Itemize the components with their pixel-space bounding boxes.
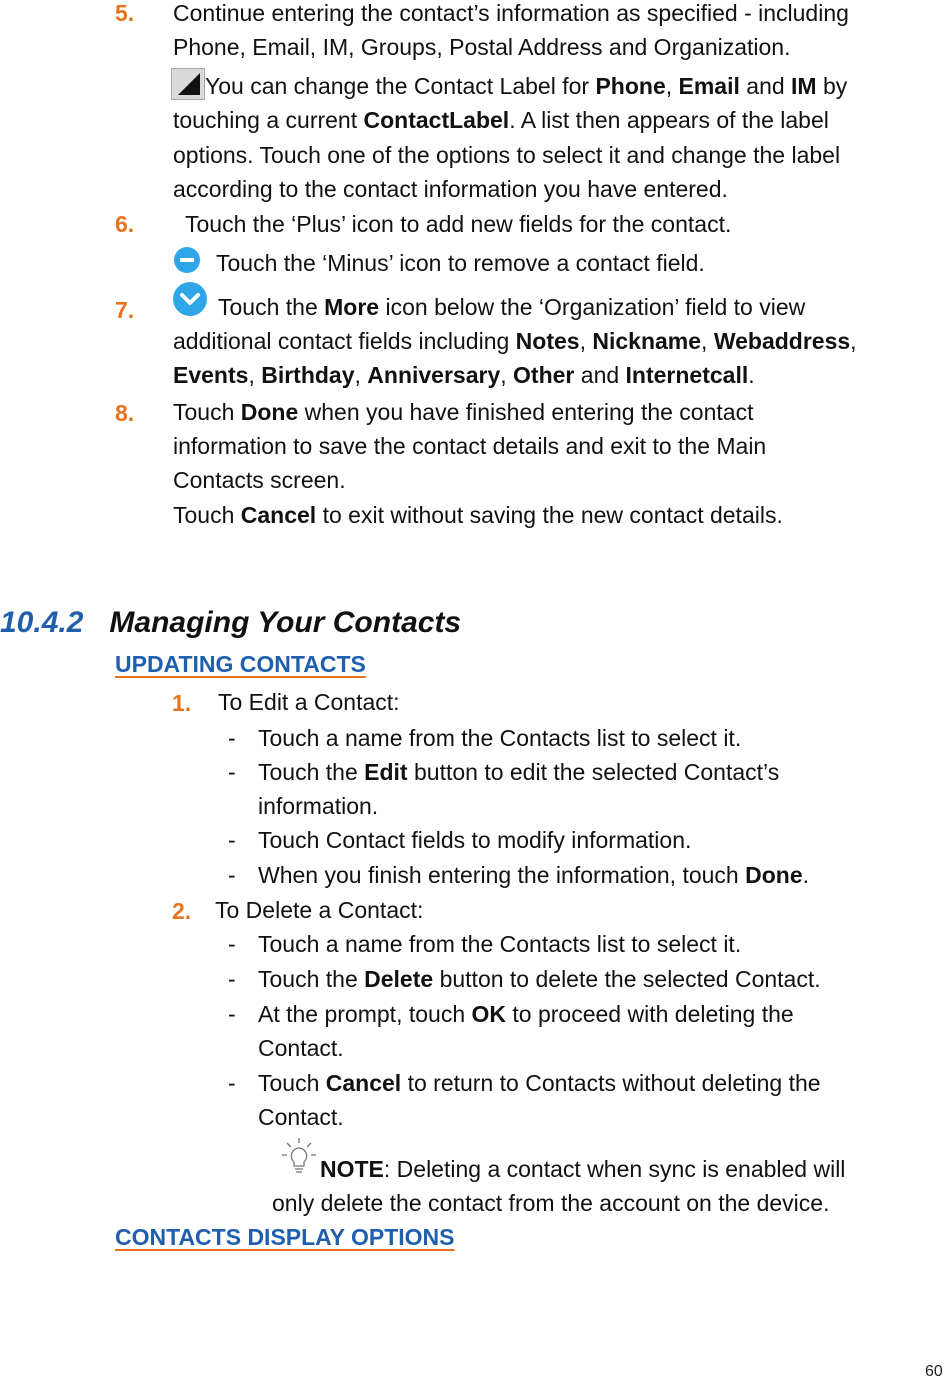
bullet-text: Touch a name from the Contacts list to select it. [258,725,742,751]
dash: - [228,1070,236,1096]
step-text: Touch Cancel to exit without saving the new contact details. [173,502,783,528]
step-text: Continue entering the contact’s information as specified - including [173,0,849,26]
section-heading [0,606,461,640]
dash: - [228,725,236,751]
step-text: Touch Done when you have finished entering the contact [173,399,754,425]
bullet-text: Touch Contact fields to modify information. [258,827,692,853]
note-text: according to the contact information you have entered. [173,176,728,202]
minus-text: Touch the ‘Minus’ icon to remove a contact field. [216,250,705,276]
step-text: additional contact fields including Notes, Nickname, Webaddress, [173,328,857,354]
section-number: 10.4.2 [0,606,84,639]
step-text: Phone, Email, IM, Groups, Postal Address and Organization. [173,34,791,60]
step-text: Events, Birthday, Anniversary, Other and Internetcall. [173,362,755,388]
step-number: 7. [115,297,135,323]
bullet-text: Touch the Edit button to edit the selected Contact’s [258,759,780,785]
bullet-text: Touch a name from the Contacts list to select it. [258,931,742,957]
dash: - [228,862,236,888]
step-label: To Edit a Contact: [218,689,400,715]
bullet-text: When you finish entering the information, touch Done. [258,862,810,888]
step-number: 1. [172,690,192,716]
page-number: 60 [925,1363,943,1380]
step-number: 6. [115,211,135,237]
bullet-text: Touch the Delete button to delete the selected Contact. [258,966,821,992]
label-note: You can change the Contact Label for Phone, Email and IM by [171,68,847,103]
bullet-text: Contact. [258,1035,344,1061]
step-number: 8. [115,400,135,426]
signal-triangle-icon [171,68,205,100]
subheading-updating: UPDATING CONTACTS [115,651,366,677]
bullet-text: At the prompt, touch OK to proceed with deleting the [258,1001,794,1027]
bullet-text: Touch Cancel to return to Contacts without deleting the [258,1070,821,1096]
note-text: options. Touch one of the options to select it and change the label [173,142,841,168]
note-text: only delete the contact from the account on the device. [272,1190,830,1216]
bullet-text: information. [258,793,379,819]
section-title: Managing Your Contacts [109,606,462,639]
dash: - [228,1001,236,1027]
dash: - [228,931,236,957]
note-label: NOTE [320,1156,384,1182]
more-chevron-icon [172,281,208,317]
subheading-display-options: CONTACTS DISPLAY OPTIONS [115,1224,455,1250]
step-text: Contacts screen. [173,467,346,493]
step-text: Touch the ‘Plus’ icon to add new fields for the contact. [185,211,732,237]
step-text: information to save the contact details and exit to the Main [173,433,767,459]
dash: - [228,759,236,785]
minus-icon [173,246,201,274]
step-label: To Delete a Contact: [215,897,424,923]
note-text: NOTE: Deleting a contact when sync is enabled will [320,1156,846,1182]
step-text: Touch the More icon below the ‘Organization’ field to view [218,294,806,320]
step-number: 2. [172,898,192,924]
dash: - [228,827,236,853]
dash: - [228,966,236,992]
bullet-text: Contact. [258,1104,344,1130]
note-text: touching a current ContactLabel. A list then appears of the label [173,107,829,133]
lightbulb-icon [281,1136,317,1176]
step-number: 5. [115,0,135,26]
